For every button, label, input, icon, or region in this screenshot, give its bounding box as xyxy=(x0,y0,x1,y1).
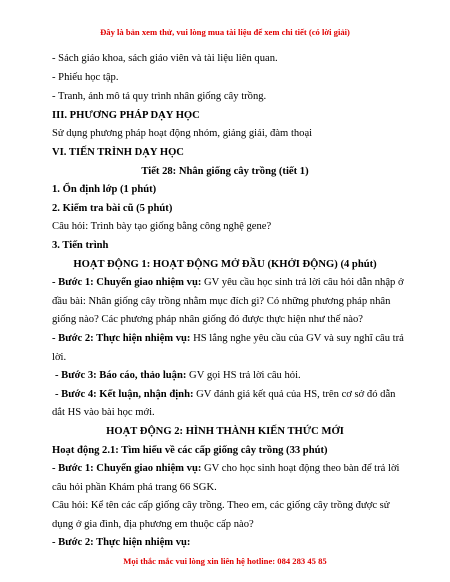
activity-2-heading: HOẠT ĐỘNG 2: HÌNH THÀNH KIẾN THỨC MỚI xyxy=(106,426,344,437)
material-line-textbook: - Sách giáo khoa, sách giáo viên và tài liệu liên quan. xyxy=(52,53,278,64)
activity-1-step-4 xyxy=(55,388,395,401)
step-label: - Bước 4: Kết luận, nhận định: xyxy=(55,389,194,400)
step-text: GV yêu cầu học sinh trả lời câu hỏi dẫn nhập ở xyxy=(201,277,404,288)
paragraph-line: đầu bài: Nhân giống cây trồng nhằm mục đích gì? Có những phương pháp nhân xyxy=(52,296,391,307)
activity-1-step-3 xyxy=(55,369,301,382)
material-line-pictures: - Tranh, ảnh mô tả quy trình nhân giống cây trồng. xyxy=(52,91,267,102)
lesson-title: Tiết 28: Nhân giống cây trồng (tiết 1) xyxy=(141,166,309,177)
paragraph-line: lời. xyxy=(52,352,67,363)
paragraph-line: câu hỏi phần Khám phá trang 66 SGK. xyxy=(52,482,217,493)
section-heading-methods: III. PHƯƠNG PHÁP DẠY HỌC xyxy=(52,110,200,121)
activity-2-step-2: - Bước 2: Thực hiện nhiệm vụ: xyxy=(52,537,191,548)
step-label: - Bước 3: Báo cáo, thảo luận: xyxy=(55,370,187,381)
step-label: - Bước 1: Chuyển giao nhiệm vụ: xyxy=(52,463,202,474)
step-old-lesson-check: 2. Kiểm tra bài cũ (5 phút) xyxy=(52,203,173,214)
step-class-stabilization: 1. Ổn định lớp (1 phút) xyxy=(52,184,157,195)
paragraph-line: dắt HS vào bài học mới. xyxy=(52,407,155,418)
step-text: GV gọi HS trả lời câu hỏi. xyxy=(186,370,301,381)
step-label: - Bước 2: Thực hiện nhiệm vụ: xyxy=(52,333,191,344)
material-line-worksheet: - Phiếu học tập. xyxy=(52,72,119,83)
activity-2-step-1 xyxy=(52,462,400,475)
activity-1-step-2 xyxy=(52,332,404,345)
step-text: GV đánh giá kết quả của HS, trên cơ sở đó dẫn xyxy=(193,389,396,400)
step-label: - Bước 1: Chuyển giao nhiệm vụ: xyxy=(52,277,202,288)
preview-banner: Đây là bản xem thử, vui lòng mua tài liệu để xem chi tiết (có lời giải) xyxy=(100,27,350,37)
methods-text: Sử dụng phương pháp hoạt động nhóm, giảng giải, đàm thoại xyxy=(52,128,313,139)
paragraph-line: Câu hỏi: Kể tên các cấp giống cây trồng. Theo em, các giống cây trồng được sử xyxy=(52,500,390,511)
activity-1-step-1 xyxy=(52,276,404,289)
question-text: Câu hỏi: Trình bày tạo giống bằng công nghệ gene? xyxy=(52,221,272,232)
hotline-banner: Mọi thắc mắc vui lòng xin liên hệ hotline: 084 283 45 85 xyxy=(123,556,327,566)
activity-2-1-heading: Hoạt động 2.1: Tìm hiểu về các cấp giống cây trồng (33 phút) xyxy=(52,445,328,456)
step-text: HS lắng nghe yêu cầu của GV và suy nghĩ câu trả xyxy=(190,333,404,344)
paragraph-line: giống nào? Các phương pháp nhân giống đó được thực hiện như thế nào? xyxy=(52,314,364,325)
section-heading-process: VI. TIẾN TRÌNH DẠY HỌC xyxy=(52,147,184,158)
paragraph-line: dụng ở gia đình, địa phương em thuộc cấp nào? xyxy=(52,519,254,530)
activity-1-heading: HOẠT ĐỘNG 1: HOẠT ĐỘNG MỞ ĐẦU (KHỞI ĐỘNG) (4 phút) xyxy=(73,259,377,270)
step-progress: 3. Tiến trình xyxy=(52,240,109,251)
step-text: GV cho học sinh hoạt động theo bàn để trả lời xyxy=(201,463,400,474)
